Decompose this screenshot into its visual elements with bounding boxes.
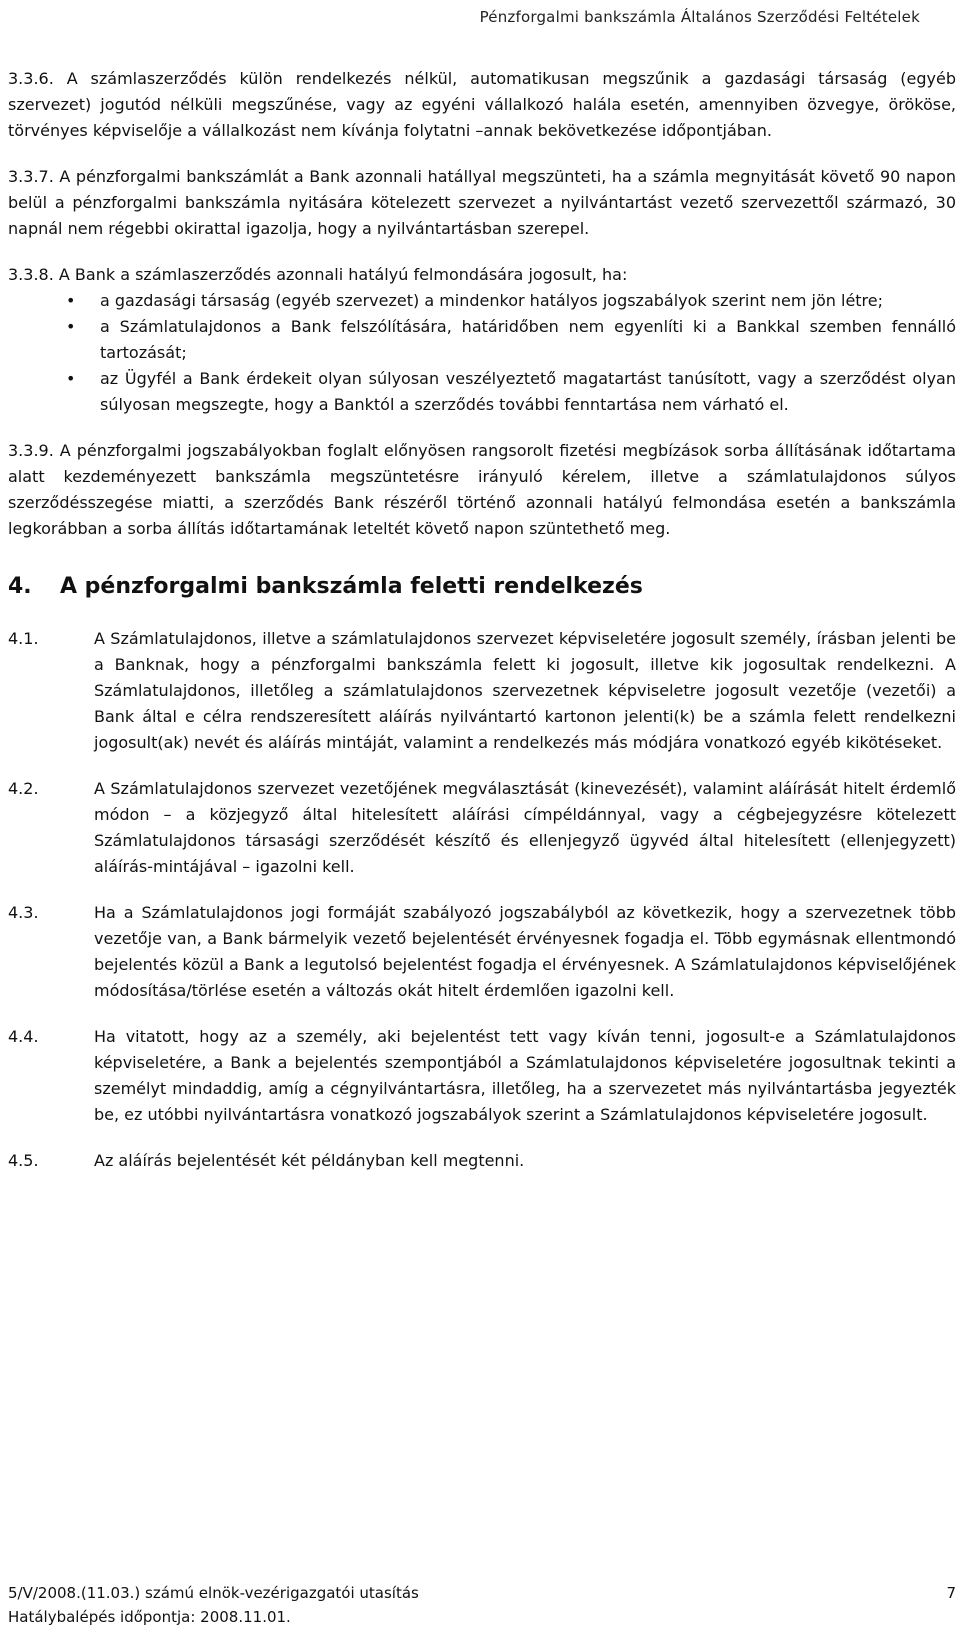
- clause-text: A Számlatulajdonos szervezet vezetőjének megválasztását (kinevezését), valamint aláírását hitelt érdemlő módon – a közjegyző által hitelesített aláírási címpéldánnyal, vagy a cégbejegyzésre kötelezett Számlatulajdonos társasági szerződését készítő és ellenjegyző ügyvéd által hitelesített (ellenjegyzett) aláírás-mintájával – igazolni kell.: [94, 779, 956, 876]
- document-body: [8, 66, 956, 1194]
- clause-4-5: [8, 1148, 956, 1174]
- clause-4-3: [8, 900, 956, 1004]
- paragraph-3-3-8: 3.3.8. A Bank a számlaszerződés azonnali hatályú felmondására jogosult, ha:: [8, 265, 628, 284]
- clause-text: Ha vitatott, hogy az a személy, aki bejelentést tett vagy kíván tenni, jogosult-e a Számlatulajdonos képviseletére, a Bank a bejelentés szempontjából a Számlatulajdonos képviseletére jogosultnak tekinti a személyt mindaddig, amíg a cégnyilvántartásra, illetőleg, ha a szervezetet más nyilvántartásba jegyezték be, ez utóbbi nyilvántartásra vonatkozó jogszabályok szerint a Számlatulajdonos képviseletére jogosult.: [94, 1027, 956, 1124]
- clause-4-4: [8, 1024, 956, 1128]
- clause-4-1: [8, 626, 956, 756]
- clause-text: Az aláírás bejelentését két példányban kell megtenni.: [94, 1151, 525, 1170]
- list-item-text: a Számlatulajdonos a Bank felszólítására, határidőben nem egyenlíti ki a Bankkal szemben fennálló tartozását;: [100, 317, 956, 362]
- page-number: 7: [946, 1584, 956, 1602]
- paragraph-3-3-6: 3.3.6. A számlaszerződés külön rendelkezés nélkül, automatikusan megszűnik a gazdasági társaság (egyéb szervezet) jogutód nélküli megszűnése, vagy az egyéni vállalkozó halála esetén, amennyiben özvegye, örököse, törvényes képviselője a vállalkozást nem kívánja folytatni –annak bekövetkezése időpontjában.: [8, 69, 956, 140]
- list-item: [66, 288, 956, 314]
- section-title: A pénzforgalmi bankszámla feletti rendelkezés: [60, 574, 643, 599]
- paragraph-3-3-9: 3.3.9. A pénzforgalmi jogszabályokban foglalt előnyösen rangsorolt fizetési megbízások sorba állításának időtartama alatt kezdeményezett bankszámla megszüntetésre irányuló kérelem, illetve a számlatulajdonos súlyos szerződésszegése miatti, a szerződés Bank részéről történő azonnali hatályú felmondása esetén a bankszámla legkorábban a sorba állítás időtartamának leteltét követő napon szüntethető meg.: [8, 441, 956, 538]
- footer-effective-date: Hatálybalépés időpontja: 2008.11.01.: [8, 1608, 291, 1626]
- clause-number: 4.4.: [8, 1027, 39, 1046]
- clause-number: 4.2.: [8, 779, 39, 798]
- list-item-text: a gazdasági társaság (egyéb szervezet) a mindenkor hatályos jogszabályok szerint nem jön létre;: [100, 291, 884, 310]
- page-footer: [8, 1581, 956, 1629]
- clause-text: Ha a Számlatulajdonos jogi formáját szabályozó jogszabályból az következik, hogy a szervezetnek több vezetője van, a Bank bármelyik vezető bejelentését érvényesnek fogadja el. Több egymásnak ellentmondó bejelentés közül a Bank a legutolsó bejelentést fogadja el érvényesnek. A Számlatulajdonos képviselőjének módosítása/törlése esetén a változás okát hitelt érdemlően igazolni kell.: [94, 903, 956, 1000]
- paragraph-3-3-7: 3.3.7. A pénzforgalmi bankszámlát a Bank azonnali hatállyal megszünteti, ha a számla megnyitását követő 90 napon belül a pénzforgalmi bankszámla nyitására kötelezett szervezet a nyilvántartást vezető szervezettől származó, 30 napnál nem régebbi okirattal igazolja, hogy a nyilvántartásban szerepel.: [8, 167, 956, 238]
- bullet-icon: •: [66, 291, 76, 310]
- footer-directive: 5/V/2008.(11.03.) számú elnök-vezérigazgatói utasítás: [8, 1584, 419, 1602]
- page-header: Pénzforgalmi bankszámla Általános Szerződési Feltételek: [479, 8, 920, 26]
- clause-4-2: [8, 776, 956, 880]
- section-number: 4.: [8, 574, 32, 599]
- bullet-icon: •: [66, 369, 76, 388]
- list-item: [66, 314, 956, 366]
- list-item-text: az Ügyfél a Bank érdekeit olyan súlyosan veszélyeztető magatartást tanúsított, vagy a szerződést olyan súlyosan megszegte, hogy a Banktól a szerződés további fenntartása nem várható el.: [100, 369, 956, 414]
- clause-number: 4.1.: [8, 629, 39, 648]
- clause-number: 4.5.: [8, 1151, 39, 1170]
- clause-number: 4.3.: [8, 903, 39, 922]
- bullet-icon: •: [66, 317, 76, 336]
- clause-text: A Számlatulajdonos, illetve a számlatulajdonos szervezet képviseletére jogosult személy, írásban jelenti be a Banknak, hogy a pénzforgalmi bankszámla felett ki jogosult, illetve kik jogosultak rendelkezni. A Számlatulajdonos, illetőleg a számlatulajdonos szervezetnek képviseletre jogosult vezetője (vezetői) a Bank által e célra rendszeresített aláírás nyilvántartó kartonon jelenti(k) be a számla felett rendelkezni jogosult(ak) nevét és aláírás mintáját, valamint a rendelkezés más módjára vonatkozó egyéb kikötéseket.: [94, 629, 956, 752]
- section-heading: [8, 572, 956, 602]
- bullet-list-3-3-8: [8, 288, 956, 418]
- list-item: [66, 366, 956, 418]
